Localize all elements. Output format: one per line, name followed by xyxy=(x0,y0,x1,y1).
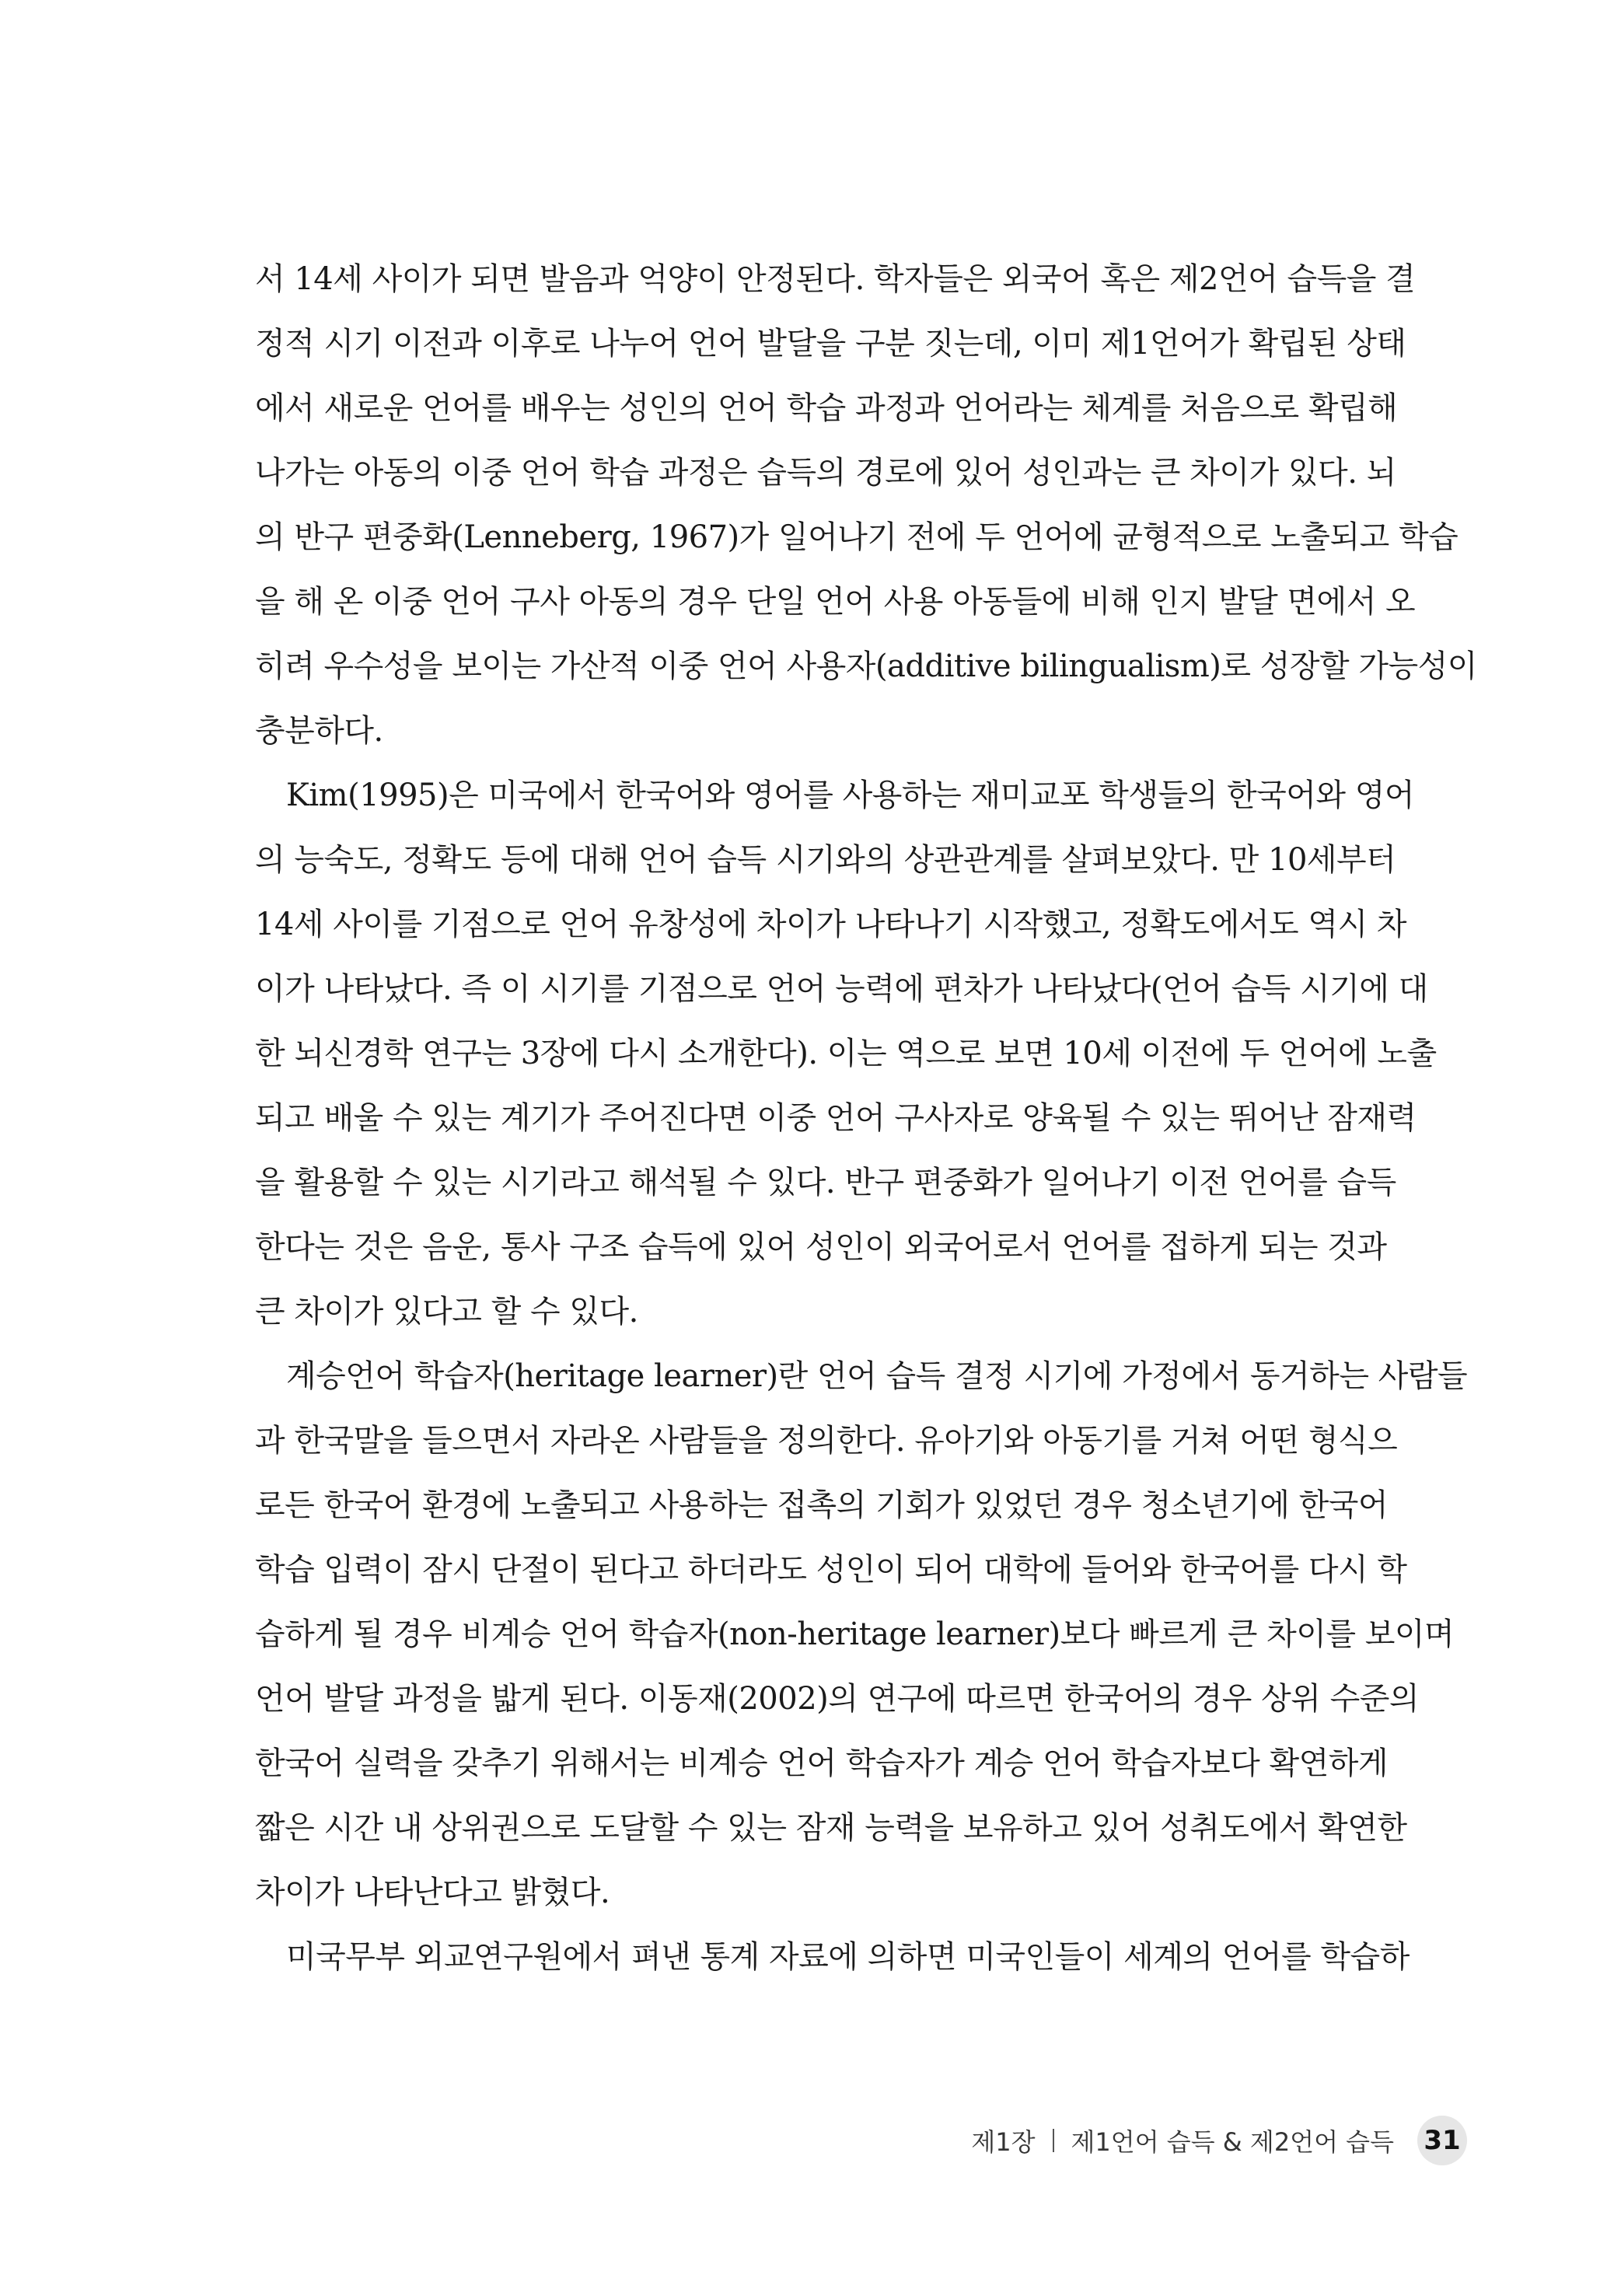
text-line: 한 뇌신경학 연구는 3장에 다시 소개한다). 이는 역으로 보면 10세 이전에 두 언어에 노출 xyxy=(255,1036,1437,1071)
text-line: 한국어 실력을 갖추기 위해서는 비계승 언어 학습자가 계승 언어 학습자보다 확연하게 xyxy=(255,1746,1389,1781)
text-line: 되고 배울 수 있는 계기가 주어진다면 이중 언어 구사자로 양육될 수 있는 뛰어난 잠재력 xyxy=(255,1100,1417,1136)
text-line: 정적 시기 이전과 이후로 나누어 언어 발달을 구분 짓는데, 이미 제1언어가 확립된 상태 xyxy=(255,326,1406,362)
page-number: 31 xyxy=(1417,2116,1467,2165)
text-line: 습하게 될 경우 비계승 언어 학습자(non-heritage learner)보다 빠르게 큰 차이를 보이며 xyxy=(255,1616,1455,1652)
text-line: 이가 나타났다. 즉 이 시기를 기점으로 언어 능력에 편차가 나타났다(언어 습득 시기에 대 xyxy=(255,971,1428,1007)
text-line: 큰 차이가 있다고 할 수 있다. xyxy=(255,1294,638,1330)
text-line: 과 한국말을 들으면서 자라온 사람들을 정의한다. 유아기와 아동기를 거쳐 어떤 형식으 xyxy=(255,1423,1398,1459)
text-line: 한다는 것은 음운, 통사 구조 습득에 있어 성인이 외국어로서 언어를 접하게 되는 것과 xyxy=(255,1229,1387,1265)
text-line: 나가는 아동의 이중 언어 학습 과정은 습득의 경로에 있어 성인과는 큰 차이가 있다. 뇌 xyxy=(255,455,1396,491)
text-line: 미국무부 외교연구원에서 펴낸 통계 자료에 의하면 미국인들이 세계의 언어를 학습하 xyxy=(286,1939,1410,1975)
text-line: 충분하다. xyxy=(255,713,383,749)
text-line: 로든 한국어 환경에 노출되고 사용하는 접촉의 기회가 있었던 경우 청소년기에 한국어 xyxy=(255,1487,1389,1523)
page-footer xyxy=(971,2113,1467,2168)
text-line: 14세 사이를 기점으로 언어 유창성에 차이가 나타나기 시작했고, 정확도에서도 역시 차 xyxy=(255,907,1407,942)
footer-title: 제1언어 습득 & 제2언어 습득 xyxy=(1071,2127,1394,2157)
text-line: 서 14세 사이가 되면 발음과 억양이 안정된다. 학자들은 외국어 혹은 제2언어 습득을 결 xyxy=(255,261,1416,297)
text-line: Kim(1995)은 미국에서 한국어와 영어를 사용하는 재미교포 학생들의 한국어와 영어 xyxy=(286,778,1415,813)
page-body xyxy=(255,247,1477,1990)
text-line: 계승언어 학습자(heritage learner)란 언어 습득 결정 시기에 가정에서 동거하는 사람들 xyxy=(286,1358,1468,1394)
text-line: 에서 새로운 언어를 배우는 성인의 언어 학습 과정과 언어라는 체계를 처음으로 확립해 xyxy=(255,390,1398,426)
text-line: 학습 입력이 잠시 단절이 된다고 하더라도 성인이 되어 대학에 들어와 한국어를 다시 학 xyxy=(255,1552,1407,1588)
footer-chapter: 제1장 xyxy=(971,2127,1036,2157)
text-line: 차이가 나타난다고 밝혔다. xyxy=(255,1875,610,1910)
text-line: 히려 우수성을 보이는 가산적 이중 언어 사용자(additive bilingualism)로 성장할 가능성이 xyxy=(255,648,1477,684)
text-line: 짧은 시간 내 상위권으로 도달할 수 있는 잠재 능력을 보유하고 있어 성취도에서 확연한 xyxy=(255,1810,1407,1846)
footer-divider xyxy=(1053,2129,1054,2152)
text-line: 언어 발달 과정을 밟게 된다. 이동재(2002)의 연구에 따르면 한국어의 경우 상위 수준의 xyxy=(255,1681,1420,1717)
text-line: 을 활용할 수 있는 시기라고 해석될 수 있다. 반구 편중화가 일어나기 이전 언어를 습득 xyxy=(255,1165,1396,1200)
text-line: 을 해 온 이중 언어 구사 아동의 경우 단일 언어 사용 아동들에 비해 인지 발달 면에서 오 xyxy=(255,584,1416,620)
text-line: 의 반구 편중화(Lenneberg, 1967)가 일어나기 전에 두 언어에 균형적으로 노출되고 학습 xyxy=(255,519,1459,555)
text-line: 의 능숙도, 정확도 등에 대해 언어 습득 시기와의 상관관계를 살펴보았다. 만 10세부터 xyxy=(255,842,1396,878)
